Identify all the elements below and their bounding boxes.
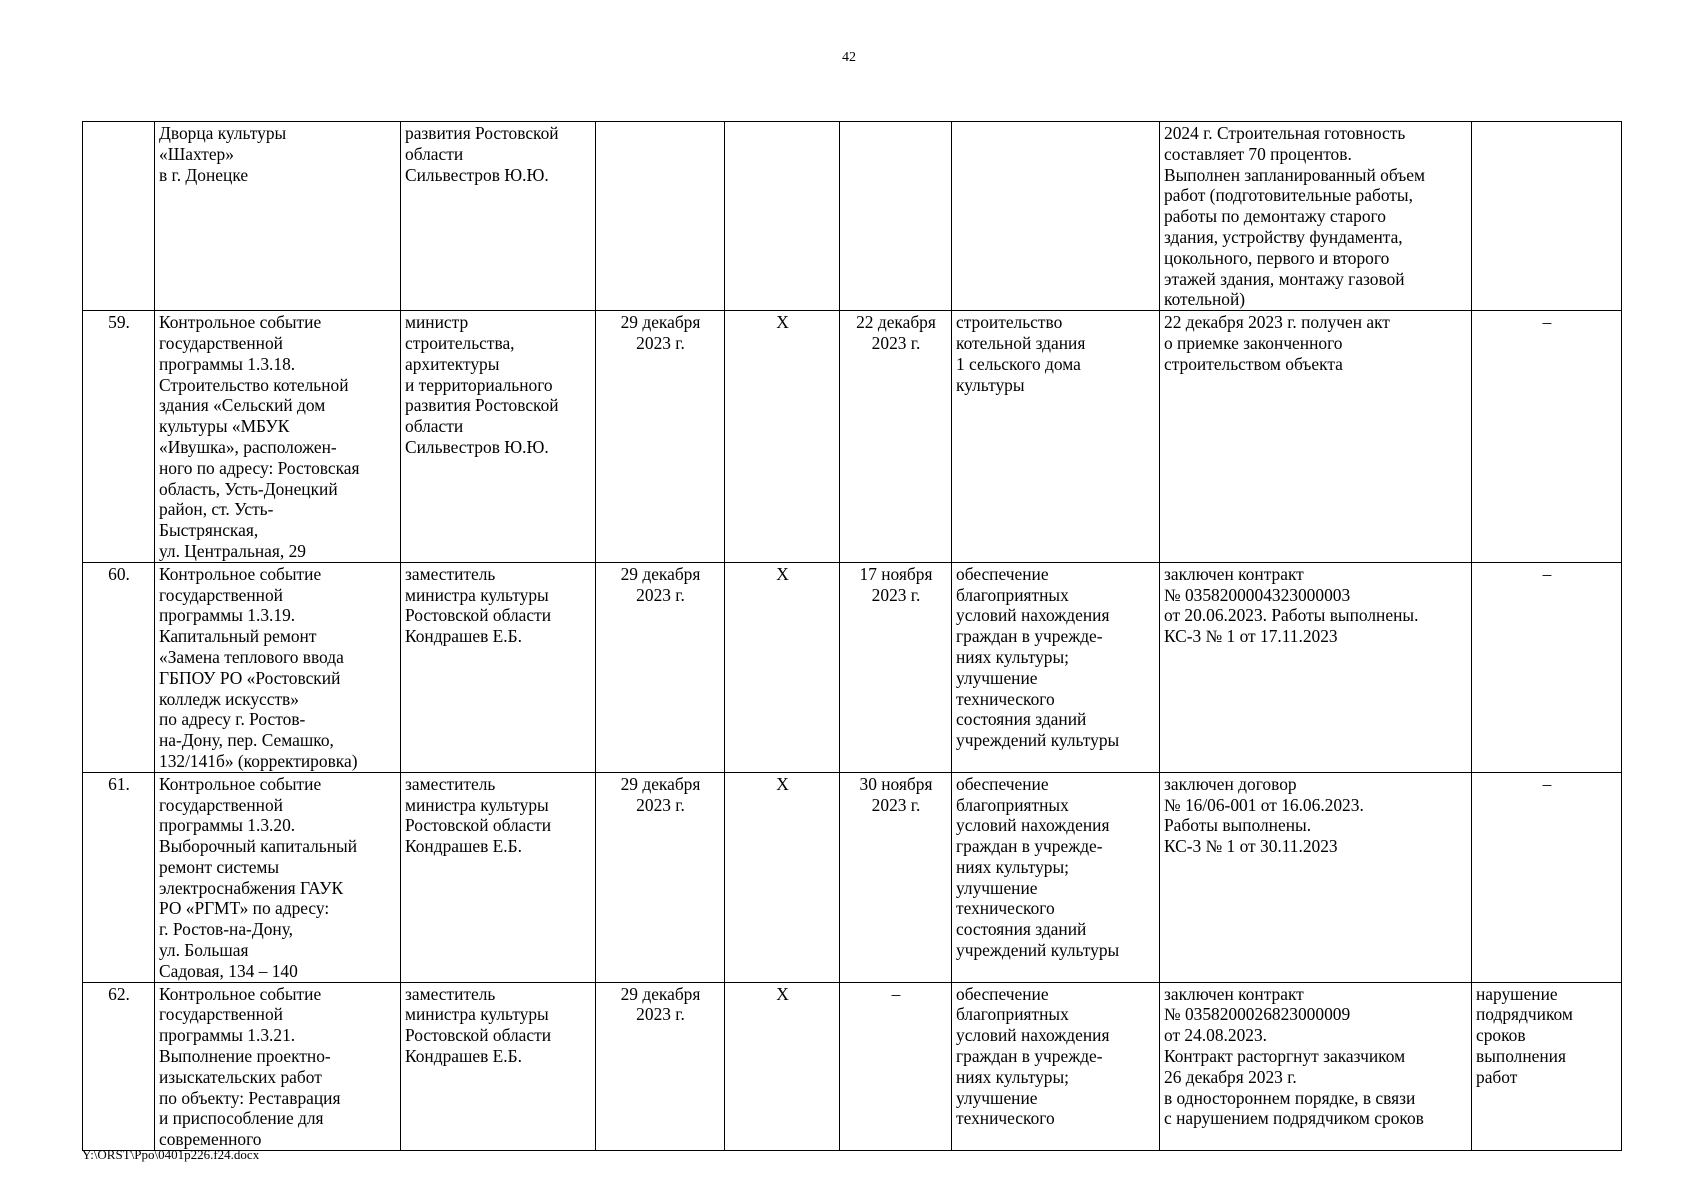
note-cell-text: – xyxy=(1542,773,1552,794)
responsible-person xyxy=(401,982,596,1150)
row-number-text: 62. xyxy=(108,983,130,1004)
table-row xyxy=(83,982,1622,1150)
table-row xyxy=(83,122,1622,311)
implementation-status-text: заключен договор № 16/06-001 от 16.06.2023. Работы выполнены. КС-3 № 1 от 30.11.2023 xyxy=(1164,773,1364,857)
file-path-footer: Y:\ORST\Ppo\0401p226.f24.docx xyxy=(82,1147,260,1162)
responsible-person-text: заместитель министра культуры Ростовской области Кондрашев Е.Б. xyxy=(405,773,552,857)
responsible-person-text: заместитель министра культуры Ростовской области Кондрашев Е.Б. xyxy=(405,983,552,1067)
actual-date xyxy=(840,772,952,982)
event-description-text: Контрольное событие государственной программы 1.3.20. Выборочный капитальный ремонт системы электроснабжения ГАУК РО «РГМТ» по адресу: г. Ростов-на-Дону, ул. Большая Садовая, 134 – 140 xyxy=(159,773,358,981)
row-number xyxy=(83,311,155,563)
event-description xyxy=(155,122,401,311)
mark-cell-text: Х xyxy=(776,983,789,1004)
implementation-status xyxy=(1160,311,1472,563)
implementation-status-text: 2024 г. Строительная готовность составляет 70 процентов. Выполнен запланированный объем работ (подготовительные работы, работы по демонтажу старого здания, устройству фундамента, цокольного, первого и второго этажей здания, монтажу газовой котельной) xyxy=(1164,123,1425,310)
mark-cell-text: Х xyxy=(776,773,789,794)
responsible-person-text: министр строительства, архитектуры и территориального развития Ростовской области Сильвестров Ю.Ю. xyxy=(405,312,559,457)
event-description-text: Контрольное событие государственной программы 1.3.19. Капитальный ремонт «Замена теплового ввода ГБПОУ РО «Ростовский колледж искусств» по адресу г. Ростов- на-Дону, пер. Семашко, 132/141б» (корректировка) xyxy=(159,563,358,771)
planned-date xyxy=(596,311,725,563)
control-events-table xyxy=(82,121,1622,1151)
actual-date-text: – xyxy=(891,983,901,1004)
actual-date xyxy=(840,311,952,563)
note-cell xyxy=(1472,311,1622,563)
table-row xyxy=(83,311,1622,563)
mark-cell xyxy=(725,122,840,311)
event-description-text: Дворца культуры «Шахтер» в г. Донецке xyxy=(159,123,287,185)
event-description xyxy=(155,982,401,1150)
event-description xyxy=(155,562,401,772)
mark-cell-text: Х xyxy=(776,563,789,584)
planned-date xyxy=(596,982,725,1150)
table-row xyxy=(83,562,1622,772)
row-number xyxy=(83,982,155,1150)
implementation-status xyxy=(1160,982,1472,1150)
mark-cell xyxy=(725,982,840,1150)
actual-date-text: 22 декабря 2023 г. xyxy=(856,312,936,353)
actual-date xyxy=(840,562,952,772)
note-cell xyxy=(1472,562,1622,772)
expected-result-text: обеспечение благоприятных условий нахождения граждан в учрежде- ниях культуры; улучшение технического состояния зданий учреждений культуры xyxy=(956,773,1120,961)
note-cell xyxy=(1472,982,1622,1150)
expected-result-text: обеспечение благоприятных условий нахождения граждан в учрежде- ниях культуры; улучшение технического xyxy=(956,983,1110,1129)
implementation-status-text: 22 декабря 2023 г. получен акт о приемке законченного строительством объекта xyxy=(1164,312,1390,374)
planned-date-text: 29 декабря 2023 г. xyxy=(620,983,701,1025)
table-row xyxy=(83,772,1622,982)
note-cell xyxy=(1472,122,1622,311)
actual-date-text: 17 ноября 2023 г. xyxy=(859,563,933,605)
implementation-status xyxy=(1160,122,1472,311)
expected-result xyxy=(952,311,1160,563)
note-cell-text: – xyxy=(1542,563,1552,584)
actual-date xyxy=(840,122,952,311)
planned-date-text: 29 декабря 2023 г. xyxy=(620,773,701,815)
responsible-person xyxy=(401,772,596,982)
expected-result xyxy=(952,562,1160,772)
planned-date-text: 29 декабря 2023 г. xyxy=(620,563,701,605)
actual-date-text: 30 ноября 2023 г. xyxy=(859,773,933,815)
responsible-person-text: развития Ростовской области Сильвестров Ю.Ю. xyxy=(405,123,559,185)
implementation-status xyxy=(1160,772,1472,982)
event-description xyxy=(155,772,401,982)
mark-cell xyxy=(725,772,840,982)
note-cell-text: нарушение подрядчиком сроков выполнения работ xyxy=(1476,983,1573,1087)
row-number-text: 59. xyxy=(108,312,130,333)
table-body xyxy=(83,122,1622,1151)
planned-date xyxy=(596,562,725,772)
mark-cell-text: Х xyxy=(776,312,789,333)
responsible-person xyxy=(401,562,596,772)
responsible-person xyxy=(401,311,596,563)
expected-result-text: строительство котельной здания 1 сельского дома культуры xyxy=(956,312,1086,395)
planned-date-text: 29 декабря 2023 г. xyxy=(620,312,701,353)
row-number-text: 60. xyxy=(108,563,130,584)
event-description xyxy=(155,311,401,563)
expected-result-text: обеспечение благоприятных условий нахождения граждан в учрежде- ниях культуры; улучшение технического состояния зданий учреждений культуры xyxy=(956,563,1120,751)
row-number xyxy=(83,562,155,772)
event-description-text: Контрольное событие государственной программы 1.3.21. Выполнение проектно- изыскательских работ по объекту: Реставрация и приспособление для современного xyxy=(159,983,341,1150)
expected-result xyxy=(952,772,1160,982)
implementation-status xyxy=(1160,562,1472,772)
page-number: 42 xyxy=(842,50,856,65)
event-description-text: Контрольное событие государственной программы 1.3.18. Строительство котельной здания «Сельский дом культуры «МБУК «Ивушка», расположен- ного по адресу: Ростовская область, Усть-Донецкий район, ст. Усть- Быстрянская, ул. Центральная, 29 xyxy=(159,312,360,561)
mark-cell xyxy=(725,311,840,563)
implementation-status-text: заключен контракт № 0358200004323000003 от 20.06.2023. Работы выполнены. КС-3 № 1 от 17.11.2023 xyxy=(1164,563,1419,647)
row-number xyxy=(83,122,155,311)
row-number xyxy=(83,772,155,982)
actual-date xyxy=(840,982,952,1150)
responsible-person-text: заместитель министра культуры Ростовской области Кондрашев Е.Б. xyxy=(405,563,552,647)
row-number-text: 61. xyxy=(108,773,130,794)
responsible-person xyxy=(401,122,596,311)
note-cell-text: – xyxy=(1542,312,1552,333)
note-cell xyxy=(1472,772,1622,982)
planned-date xyxy=(596,772,725,982)
planned-date xyxy=(596,122,725,311)
expected-result xyxy=(952,982,1160,1150)
expected-result xyxy=(952,122,1160,311)
mark-cell xyxy=(725,562,840,772)
implementation-status-text: заключен контракт № 0358200026823000009 от 24.08.2023. Контракт расторгнут заказчиком 26 декабря 2023 г. в одностороннем порядке, в связи с нарушением подрядчиком сроков xyxy=(1164,983,1424,1129)
